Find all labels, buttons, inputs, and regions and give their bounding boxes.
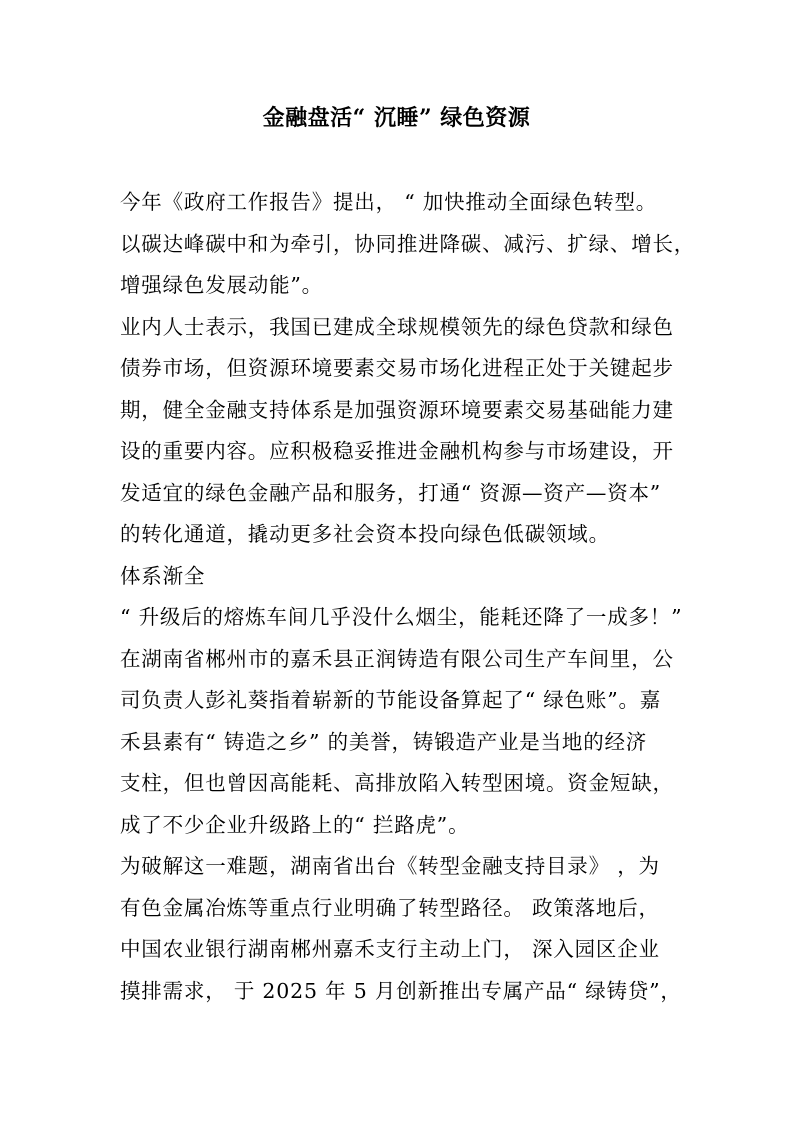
- document-body: [120, 182, 720, 1012]
- text-line: 支柱，但也曾因高能耗、高排放陷入转型困境。资金短缺，: [120, 771, 674, 795]
- text-line: 增强绿色发展动能”。: [120, 273, 323, 297]
- text-line: 业内人士表示，我国已建成全球规模领先的绿色贷款和绿色: [120, 314, 674, 339]
- text-line: 期，健全金融支持体系是加强资源环境要素交易基础能力建: [120, 397, 674, 422]
- text-line: 发适宜的绿色金融产品和服务，打通“ 资源—资产—资本”: [120, 480, 662, 505]
- document-title: 金融盘活“ 沉睡” 绿色资源: [262, 105, 531, 131]
- paragraph-industry-view: [120, 307, 720, 556]
- text-line: 的转化通道，撬动更多社会资本投向绿色低碳领域。: [120, 522, 610, 546]
- text-line: 禾县素有“ 铸造之乡” 的美誉，铸锻造产业是当地的经济: [120, 729, 648, 754]
- text-line: 设的重要内容。应积极稳妥推进金融机构参与市场建设，开: [120, 439, 674, 463]
- text-line: 在湖南省郴州市的嘉禾县正润铸造有限公司生产车间里，公: [120, 646, 674, 671]
- text-line: 今年《政府工作报告》提出， “ 加快推动全面绿色转型。: [120, 190, 658, 214]
- paragraph-foundry-story: [120, 597, 720, 846]
- text-line: 成了不少企业升级路上的“ 拦路虎”。: [120, 812, 470, 837]
- section-heading-text: 体系渐全: [120, 563, 206, 588]
- text-line: 以碳达峰碳中和为牵引，协同推进降碳、减污、扩绿、增长，: [120, 231, 696, 256]
- text-line: 债券市场，但资源环境要素交易市场化进程正处于关键起步: [120, 356, 674, 380]
- section-heading: [120, 556, 720, 598]
- text-line: “ 升级后的熔炼车间几乎没什么烟尘，能耗还降了一成多！”: [120, 605, 683, 629]
- text-line: 中国农业银行湖南郴州嘉禾支行主动上门， 深入园区企业: [120, 937, 660, 961]
- text-line: 摸排需求， 于 2025 年 5 月创新推出专属产品“ 绿铸贷”，: [120, 978, 682, 1003]
- text-line: 有色金属冶炼等重点行业明确了转型路径。 政策落地后，: [120, 895, 660, 920]
- paragraph-policy: [120, 846, 720, 1012]
- text-line: 司负责人彭礼葵指着崭新的节能设备算起了“ 绿色账”。嘉: [120, 688, 662, 712]
- text-line: 为破解这一难题，湖南省出台《转型金融支持目录》 ，为: [120, 854, 660, 878]
- paragraph-intro: [120, 182, 720, 307]
